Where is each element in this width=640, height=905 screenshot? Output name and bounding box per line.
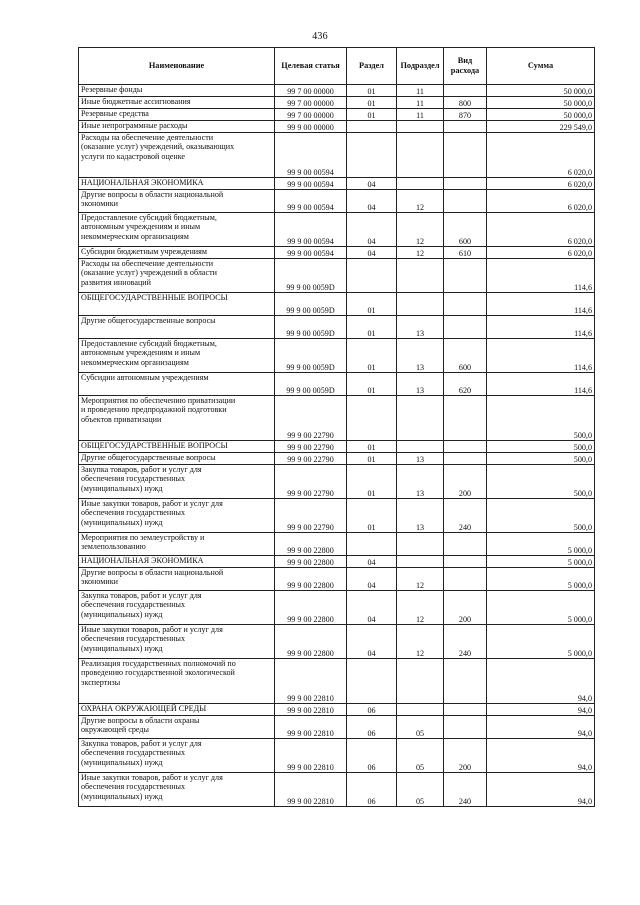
table-row (79, 716, 595, 739)
cell-typ: 240 (444, 773, 487, 807)
cell-code: 99 9 00 22790 (275, 465, 347, 499)
cell-sum: 5 000,0 (487, 591, 595, 625)
cell-name: Резервные фонды (79, 85, 275, 97)
cell-name: Субсидии автономным учреждениям (79, 373, 275, 396)
cell-sub: 05 (397, 773, 444, 807)
cell-name: Иные закупки товаров, работ и услуг для обеспечения государственных (муниципальных) нужд (79, 625, 275, 659)
cell-typ (444, 133, 487, 178)
cell-name: Резервные средства (79, 109, 275, 121)
cell-typ (444, 396, 487, 441)
table-row (79, 247, 595, 259)
cell-sum: 500,0 (487, 396, 595, 441)
cell-code: 99 9 00 0059D (275, 339, 347, 373)
budget-table (78, 47, 595, 807)
table-row (79, 85, 595, 97)
cell-typ (444, 659, 487, 704)
table-row (79, 739, 595, 773)
table-row (79, 373, 595, 396)
cell-typ (444, 121, 487, 133)
cell-sum: 114,6 (487, 316, 595, 339)
cell-sub: 11 (397, 109, 444, 121)
cell-code: 99 9 00 22810 (275, 773, 347, 807)
cell-typ (444, 259, 487, 293)
cell-name: Закупка товаров, работ и услуг для обеспечения государственных (муниципальных) нужд (79, 591, 275, 625)
cell-typ: 240 (444, 625, 487, 659)
cell-code: 99 7 00 00000 (275, 97, 347, 109)
cell-sub (397, 556, 444, 568)
cell-sub: 13 (397, 465, 444, 499)
cell-sub (397, 133, 444, 178)
table-row (79, 109, 595, 121)
cell-sec: 01 (347, 97, 397, 109)
cell-name: Субсидии бюджетным учреждениям (79, 247, 275, 259)
cell-sec (347, 396, 397, 441)
header-target-article: Целевая статья (275, 48, 347, 85)
cell-sec: 06 (347, 773, 397, 807)
cell-code: 99 9 00 22810 (275, 716, 347, 739)
cell-sec: 01 (347, 465, 397, 499)
table-row (79, 625, 595, 659)
table-row (79, 659, 595, 704)
table-row (79, 133, 595, 178)
header-section: Раздел (347, 48, 397, 85)
header-expense-type: Вид расхода (444, 48, 487, 85)
table-row (79, 396, 595, 441)
cell-sec (347, 121, 397, 133)
cell-code: 99 9 00 22790 (275, 453, 347, 465)
cell-code: 99 9 00 22790 (275, 396, 347, 441)
cell-sub: 13 (397, 453, 444, 465)
cell-name: ОБЩЕГОСУДАРСТВЕННЫЕ ВОПРОСЫ (79, 441, 275, 453)
cell-sec (347, 259, 397, 293)
cell-sec: 01 (347, 339, 397, 373)
cell-sum: 6 020,0 (487, 213, 595, 247)
table-row (79, 259, 595, 293)
cell-sec: 04 (347, 556, 397, 568)
cell-sum: 500,0 (487, 465, 595, 499)
cell-sum: 6 020,0 (487, 133, 595, 178)
cell-sec: 04 (347, 247, 397, 259)
cell-code: 99 9 00 0059D (275, 373, 347, 396)
cell-name: Реализация государственных полномочий по проведению государственной экологической экспертизы (79, 659, 275, 704)
table-row (79, 121, 595, 133)
cell-sub: 13 (397, 339, 444, 373)
cell-code: 99 9 00 00594 (275, 247, 347, 259)
cell-sub: 12 (397, 625, 444, 659)
cell-sub (397, 178, 444, 190)
cell-sub (397, 659, 444, 704)
header-subsection: Подраздел (397, 48, 444, 85)
cell-code: 99 9 00 22810 (275, 704, 347, 716)
cell-code: 99 9 00 22810 (275, 739, 347, 773)
cell-typ: 620 (444, 373, 487, 396)
cell-typ: 200 (444, 465, 487, 499)
cell-sec: 06 (347, 704, 397, 716)
cell-sub: 13 (397, 499, 444, 533)
cell-name: Иные бюджетные ассигнования (79, 97, 275, 109)
cell-sub: 05 (397, 739, 444, 773)
table-row (79, 533, 595, 556)
cell-sec: 04 (347, 213, 397, 247)
cell-name: Другие вопросы в области национальной экономики (79, 568, 275, 591)
cell-sub (397, 121, 444, 133)
cell-sum: 94,0 (487, 739, 595, 773)
cell-name: ОБЩЕГОСУДАРСТВЕННЫЕ ВОПРОСЫ (79, 293, 275, 316)
cell-name: НАЦИОНАЛЬНАЯ ЭКОНОМИКА (79, 178, 275, 190)
cell-sub: 12 (397, 591, 444, 625)
cell-typ: 240 (444, 499, 487, 533)
cell-sum: 500,0 (487, 441, 595, 453)
table-row (79, 190, 595, 213)
table-row (79, 591, 595, 625)
cell-sum: 94,0 (487, 659, 595, 704)
cell-sec: 06 (347, 739, 397, 773)
table-row (79, 316, 595, 339)
cell-typ: 600 (444, 339, 487, 373)
cell-sum: 114,6 (487, 259, 595, 293)
cell-sum: 114,6 (487, 339, 595, 373)
cell-typ (444, 178, 487, 190)
cell-name: Другие вопросы в области охраны окружающей среды (79, 716, 275, 739)
cell-sum: 6 020,0 (487, 190, 595, 213)
header-name: Наименование (79, 48, 275, 85)
cell-typ (444, 716, 487, 739)
cell-sum: 500,0 (487, 499, 595, 533)
cell-sec: 01 (347, 373, 397, 396)
cell-sub: 12 (397, 190, 444, 213)
cell-sum: 50 000,0 (487, 97, 595, 109)
cell-sec: 01 (347, 453, 397, 465)
cell-sec (347, 659, 397, 704)
table-header (79, 48, 595, 85)
cell-sum: 50 000,0 (487, 85, 595, 97)
cell-sec (347, 533, 397, 556)
cell-code: 99 9 00 00594 (275, 213, 347, 247)
cell-sec: 01 (347, 316, 397, 339)
cell-typ (444, 441, 487, 453)
cell-sum: 5 000,0 (487, 533, 595, 556)
cell-sum: 500,0 (487, 453, 595, 465)
cell-sec: 04 (347, 568, 397, 591)
cell-sum: 94,0 (487, 704, 595, 716)
table-row (79, 465, 595, 499)
cell-code: 99 7 00 00000 (275, 85, 347, 97)
cell-sec (347, 133, 397, 178)
cell-sec: 06 (347, 716, 397, 739)
cell-sub: 12 (397, 568, 444, 591)
cell-code: 99 9 00 00594 (275, 190, 347, 213)
cell-sub: 12 (397, 213, 444, 247)
cell-typ (444, 556, 487, 568)
cell-name: Другие общегосударственные вопросы (79, 453, 275, 465)
cell-code: 99 9 00 22800 (275, 533, 347, 556)
cell-code: 99 7 00 00000 (275, 109, 347, 121)
cell-sum: 5 000,0 (487, 568, 595, 591)
cell-name: Мероприятия по землеустройству и землепользованию (79, 533, 275, 556)
cell-name: Предоставление субсидий бюджетным, автономным учреждениям и иным некоммерческим организациям (79, 213, 275, 247)
cell-name: Предоставление субсидий бюджетным, автономным учреждениям и иным некоммерческим организациям (79, 339, 275, 373)
header-sum: Сумма (487, 48, 595, 85)
cell-code: 99 9 00 00594 (275, 133, 347, 178)
cell-typ: 610 (444, 247, 487, 259)
cell-code: 99 9 00 0059D (275, 293, 347, 316)
cell-sec: 01 (347, 441, 397, 453)
cell-typ (444, 704, 487, 716)
cell-code: 99 9 00 22800 (275, 568, 347, 591)
cell-sec: 01 (347, 85, 397, 97)
cell-sub (397, 259, 444, 293)
cell-name: Закупка товаров, работ и услуг для обеспечения государственных (муниципальных) нужд (79, 739, 275, 773)
cell-typ: 800 (444, 97, 487, 109)
cell-typ: 200 (444, 591, 487, 625)
table-row (79, 568, 595, 591)
cell-sum: 94,0 (487, 773, 595, 807)
cell-name: Иные закупки товаров, работ и услуг для обеспечения государственных (муниципальных) нужд (79, 773, 275, 807)
cell-sec: 01 (347, 109, 397, 121)
table-row (79, 293, 595, 316)
cell-code: 99 9 00 22790 (275, 441, 347, 453)
cell-typ: 600 (444, 213, 487, 247)
table-body (79, 85, 595, 807)
cell-sub: 05 (397, 716, 444, 739)
table-row (79, 499, 595, 533)
cell-sum: 5 000,0 (487, 625, 595, 659)
cell-sub (397, 441, 444, 453)
cell-sub: 12 (397, 247, 444, 259)
cell-typ: 870 (444, 109, 487, 121)
cell-name: Закупка товаров, работ и услуг для обеспечения государственных (муниципальных) нужд (79, 465, 275, 499)
cell-code: 99 9 00 22800 (275, 556, 347, 568)
cell-sum: 6 020,0 (487, 247, 595, 259)
table-row (79, 773, 595, 807)
cell-sum: 6 020,0 (487, 178, 595, 190)
cell-name: Иные закупки товаров, работ и услуг для обеспечения государственных (муниципальных) нужд (79, 499, 275, 533)
cell-name: Другие общегосударственные вопросы (79, 316, 275, 339)
cell-typ (444, 293, 487, 316)
cell-name: НАЦИОНАЛЬНАЯ ЭКОНОМИКА (79, 556, 275, 568)
cell-name: Мероприятия по обеспечению приватизации и проведению предпродажной подготовки объектов приватизации (79, 396, 275, 441)
page-number: 436 (312, 31, 328, 42)
cell-typ (444, 568, 487, 591)
cell-code: 99 9 00 22790 (275, 499, 347, 533)
cell-sub: 13 (397, 373, 444, 396)
cell-code: 99 9 00 0059D (275, 259, 347, 293)
cell-typ: 200 (444, 739, 487, 773)
cell-sub: 11 (397, 97, 444, 109)
cell-code: 99 9 00 22800 (275, 591, 347, 625)
cell-sec: 04 (347, 178, 397, 190)
table-row (79, 213, 595, 247)
cell-name: Другие вопросы в области национальной экономики (79, 190, 275, 213)
cell-sec: 01 (347, 293, 397, 316)
cell-code: 99 9 00 22800 (275, 625, 347, 659)
cell-typ (444, 316, 487, 339)
cell-sub (397, 293, 444, 316)
table-row (79, 453, 595, 465)
table-row (79, 704, 595, 716)
cell-sub (397, 704, 444, 716)
cell-sub (397, 533, 444, 556)
table-row (79, 97, 595, 109)
cell-typ (444, 453, 487, 465)
table-row (79, 441, 595, 453)
cell-code: 99 9 00 22810 (275, 659, 347, 704)
cell-typ (444, 85, 487, 97)
cell-name: Расходы на обеспечение деятельности (оказание услуг) учреждений, оказывающих услуги по кадастровой оценке (79, 133, 275, 178)
cell-sec: 01 (347, 499, 397, 533)
table-row (79, 178, 595, 190)
cell-sec: 04 (347, 190, 397, 213)
cell-sub: 11 (397, 85, 444, 97)
cell-sum: 114,6 (487, 373, 595, 396)
cell-name: Иные непрограммные расходы (79, 121, 275, 133)
cell-sum: 229 549,0 (487, 121, 595, 133)
table-row (79, 339, 595, 373)
cell-name: ОХРАНА ОКРУЖАЮЩЕЙ СРЕДЫ (79, 704, 275, 716)
cell-sec: 04 (347, 625, 397, 659)
cell-sum: 50 000,0 (487, 109, 595, 121)
cell-typ (444, 533, 487, 556)
cell-typ (444, 190, 487, 213)
cell-sum: 94,0 (487, 716, 595, 739)
cell-code: 99 9 00 00000 (275, 121, 347, 133)
cell-sum: 5 000,0 (487, 556, 595, 568)
cell-code: 99 9 00 0059D (275, 316, 347, 339)
table-row (79, 556, 595, 568)
header-row (79, 48, 595, 85)
cell-code: 99 9 00 00594 (275, 178, 347, 190)
cell-name: Расходы на обеспечение деятельности (оказание услуг) учреждений в области развития инноваций (79, 259, 275, 293)
cell-sec: 04 (347, 591, 397, 625)
cell-sum: 114,6 (487, 293, 595, 316)
cell-sub (397, 396, 444, 441)
cell-sub: 13 (397, 316, 444, 339)
